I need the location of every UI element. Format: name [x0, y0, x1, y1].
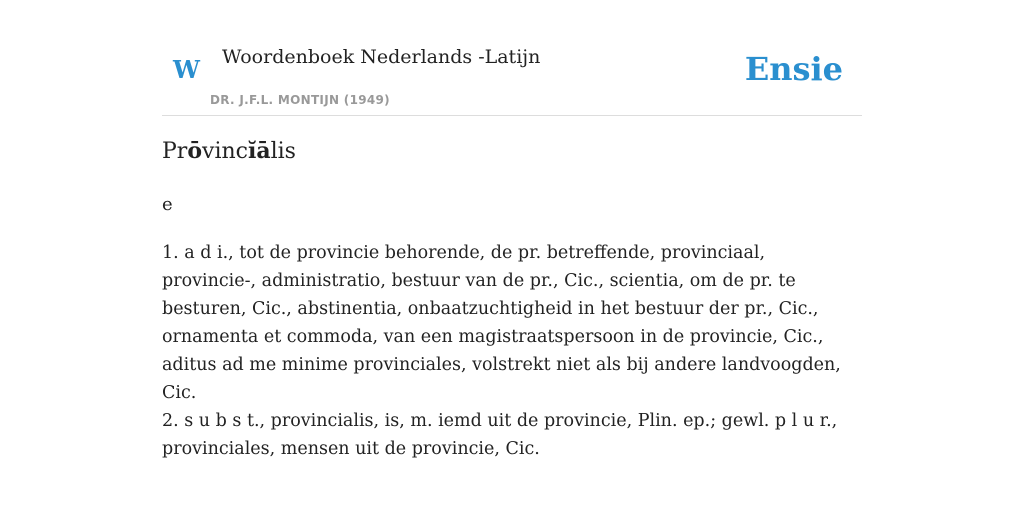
headword-part: vinc — [202, 139, 248, 164]
dictionary-title[interactable]: Woordenboek Nederlands -Latijn — [222, 46, 541, 68]
entry-definition — [162, 239, 862, 463]
entry-gender: e — [162, 194, 173, 215]
ensie-brand-link[interactable]: Ensie — [744, 50, 843, 88]
headword-part-accented: ĭā — [247, 138, 271, 164]
dictionary-author: DR. J.F.L. MONTIJN (1949) — [210, 93, 390, 107]
headword-part: Pr — [162, 139, 188, 164]
dictionary-header — [162, 40, 862, 116]
entry-headword — [162, 138, 296, 164]
headword-part: lis — [270, 139, 296, 164]
definition-sense-1: 1. a d i., tot de provincie behorende, de pr. betreffende, provinciaal, provincie-, administratio, bestuur van de pr., Cic., scientia, om de pr. te besturen, Cic., abstinentia, onbaatzuchtigheid in het bestuur der pr., Cic., ornamenta et commoda, van een magistraatspersoon in de provincie, Cic., aditus ad me minime provinciales, volstrekt niet als bij andere landvoogden, Cic. — [162, 243, 841, 403]
definition-sense-2: 2. s u b s t., provincialis, is, m. iemd uit de provincie, Plin. ep.; gewl. p l u r., provinciales, mensen uit de provincie, Cic. — [162, 411, 838, 459]
headword-part-accented: ō — [187, 138, 203, 164]
dictionary-logo-link[interactable]: W — [173, 55, 200, 84]
